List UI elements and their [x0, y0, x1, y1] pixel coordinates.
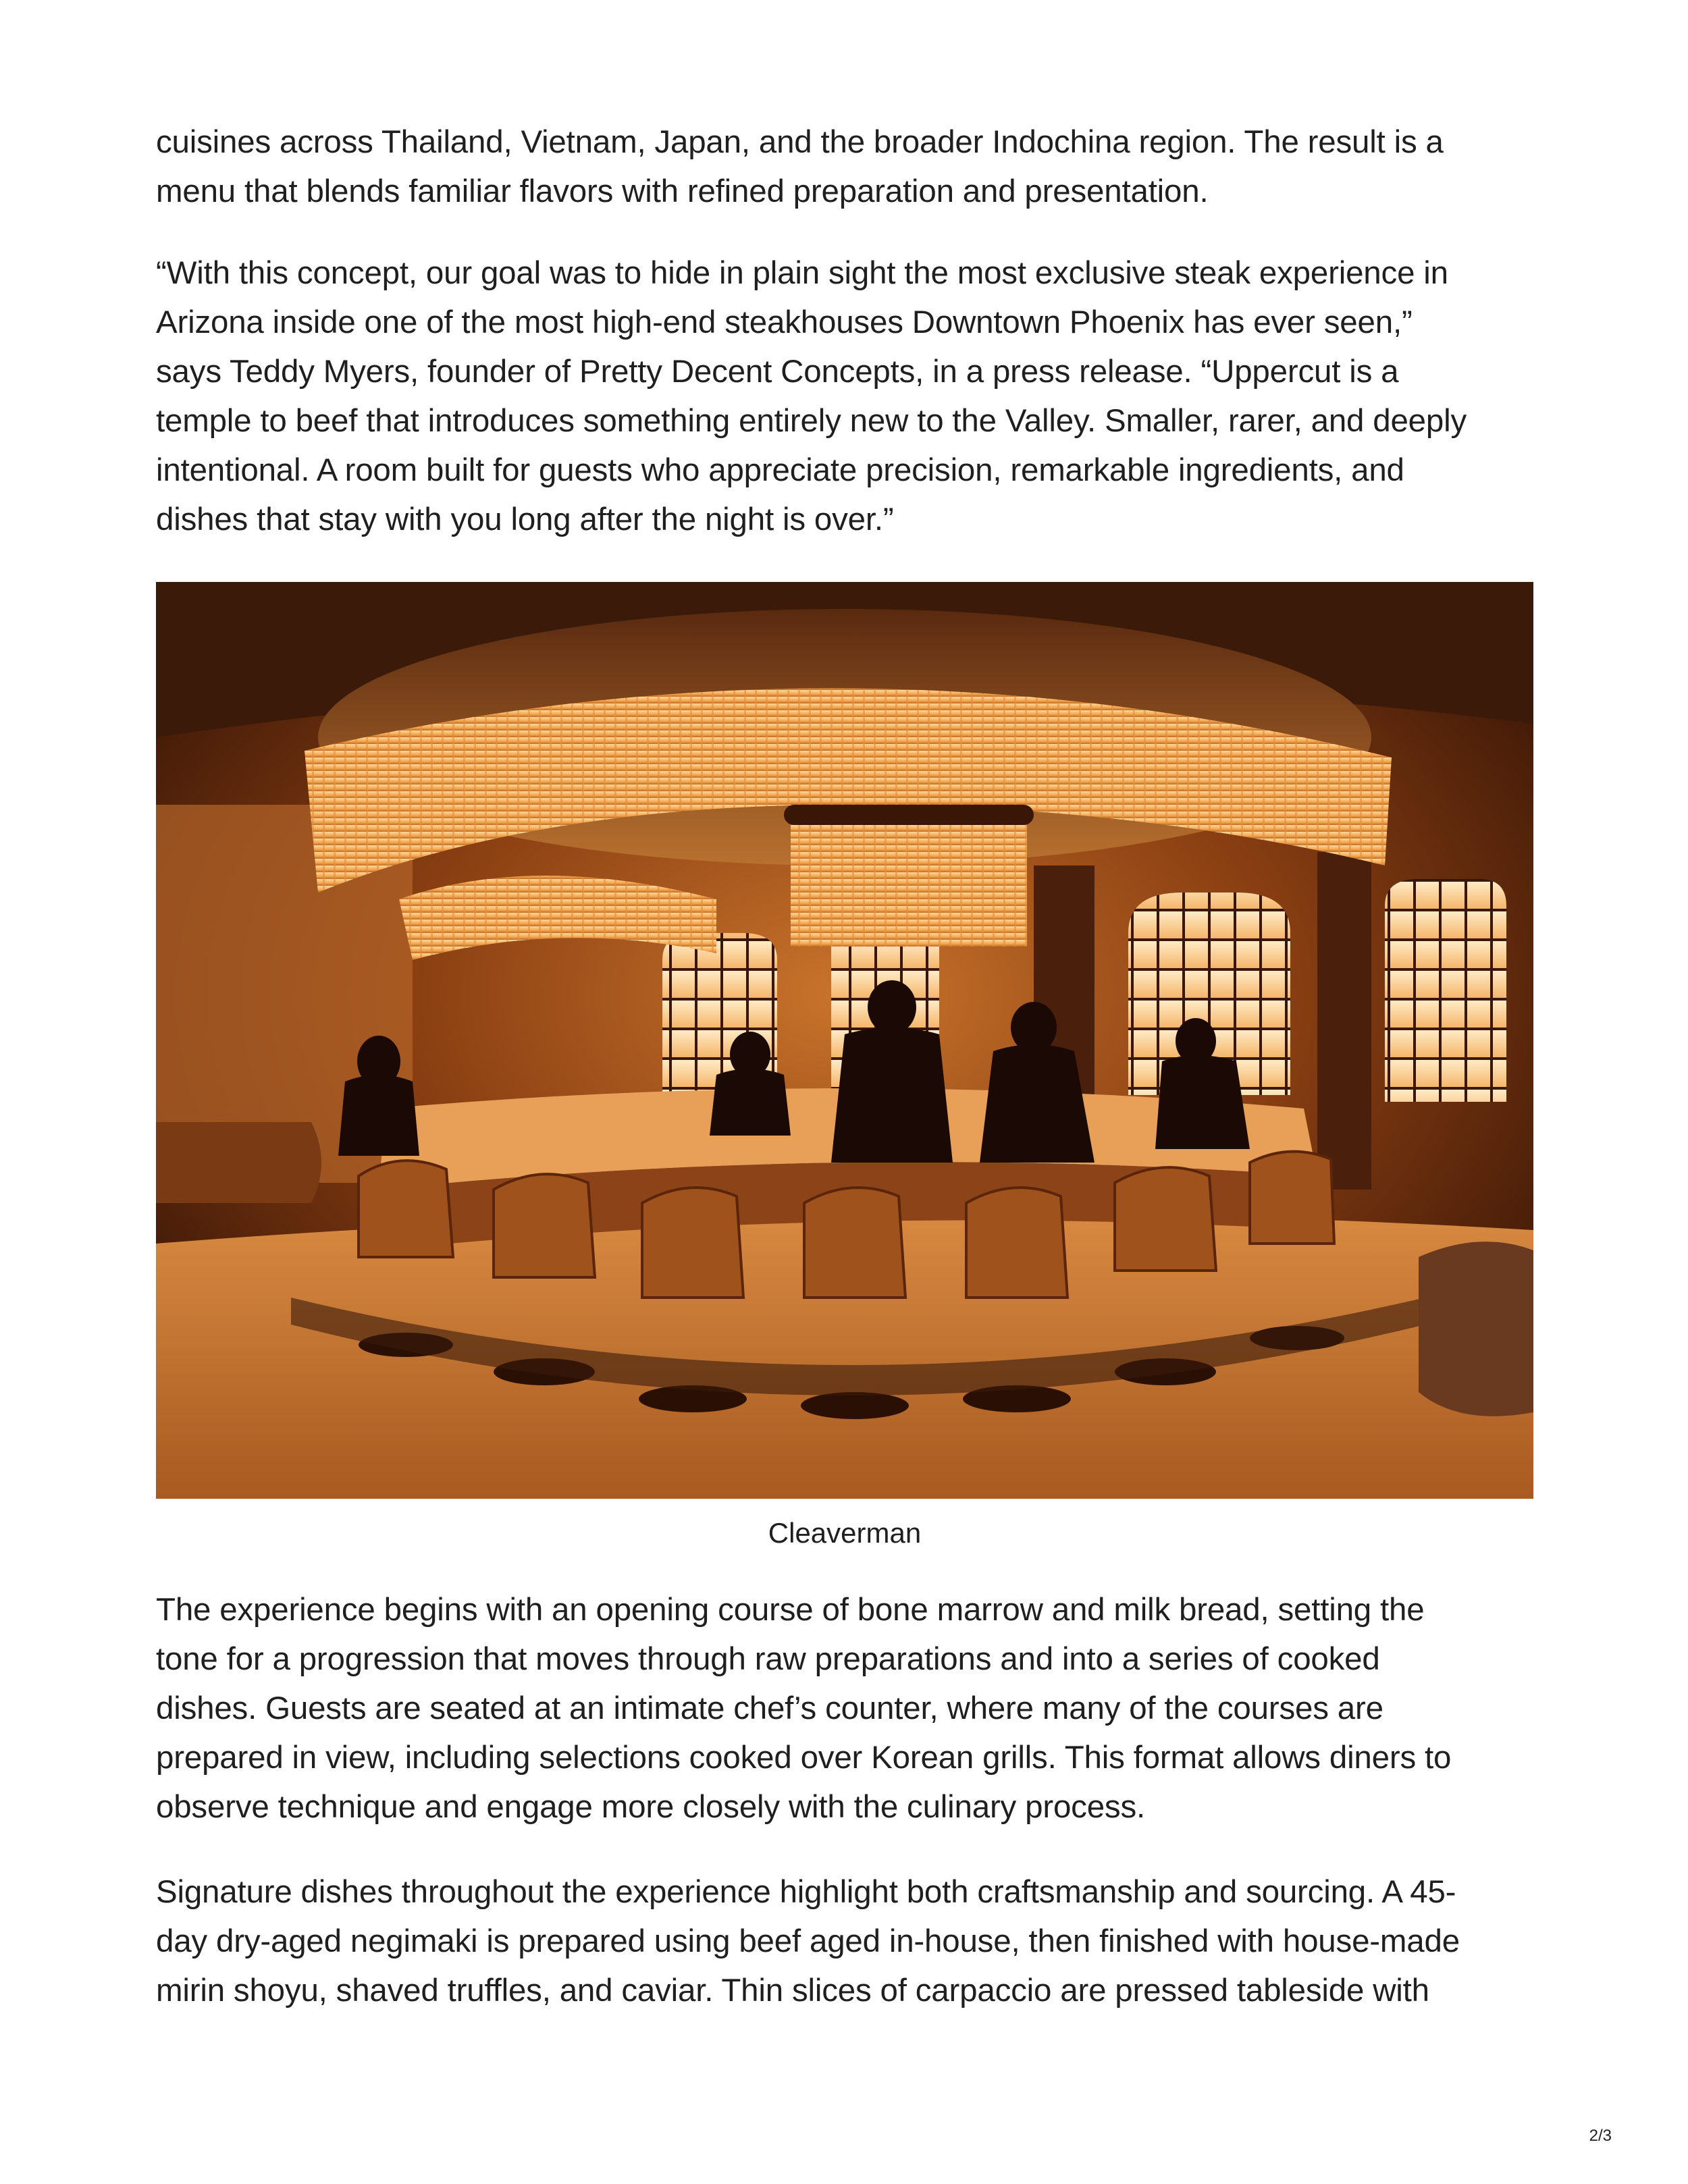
paragraph-quote — [156, 248, 1467, 544]
text-line: The experience begins with an opening course of bone marrow and milk bread, setting the — [156, 1592, 1425, 1628]
text-line: day dry-aged negimaki is prepared using beef aged in-house, then finished with house-made — [156, 1923, 1460, 1959]
restaurant-bar-photo — [156, 582, 1533, 1499]
text-line: “With this concept, our goal was to hide in plain sight the most exclusive steak experience in — [156, 255, 1448, 291]
text-line: Signature dishes throughout the experience highlight both craftsmanship and sourcing. A 45- — [156, 1874, 1456, 1910]
text-line: says Teddy Myers, founder of Pretty Decent Concepts, in a press release. “Uppercut is a — [156, 354, 1399, 390]
text-line: Arizona inside one of the most high-end steakhouses Downtown Phoenix has ever seen,” — [156, 304, 1413, 340]
photo-caption: Cleaverman — [768, 1517, 922, 1549]
text-line: dishes. Guests are seated at an intimate chef’s counter, where many of the courses are — [156, 1690, 1383, 1726]
text-line: menu that blends familiar flavors with refined preparation and presentation. — [156, 174, 1209, 209]
page-number: 2/3 — [1589, 2127, 1612, 2145]
paragraph-cuisines — [156, 117, 1444, 216]
text-line: tone for a progression that moves through raw preparations and into a series of cooked — [156, 1641, 1380, 1677]
text-line: dishes that stay with you long after the night is over.” — [156, 502, 894, 537]
paragraph-signature-dishes — [156, 1867, 1460, 2015]
text-line: mirin shoyu, shaved truffles, and caviar. Thin slices of carpaccio are pressed tableside with — [156, 1973, 1429, 2008]
text-line: intentional. A room built for guests who appreciate precision, remarkable ingredients, and — [156, 452, 1404, 488]
text-line: cuisines across Thailand, Vietnam, Japan, and the broader Indochina region. The result is a — [156, 124, 1444, 160]
text-line: temple to beef that introduces something entirely new to the Valley. Smaller, rarer, and deeply — [156, 403, 1467, 439]
text-line: prepared in view, including selections cooked over Korean grills. This format allows diners to — [156, 1740, 1452, 1776]
paragraph-experience — [156, 1585, 1451, 1832]
text-line: observe technique and engage more closely with the culinary process. — [156, 1789, 1146, 1825]
